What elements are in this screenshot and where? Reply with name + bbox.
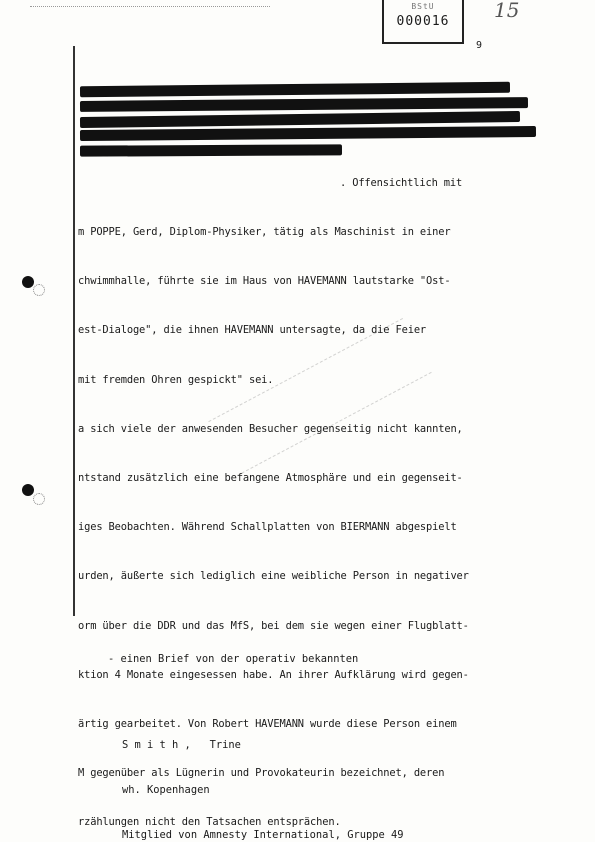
archive-stamp-number: 000016	[396, 14, 450, 29]
list-item-line: - einen Brief von der operativ bekannten	[108, 653, 359, 665]
archive-stamp-label: BStU	[411, 2, 435, 11]
sender-list	[108, 622, 528, 842]
list-item-line: Mitglied von Amnesty International, Gruppe 49	[122, 829, 404, 841]
text-line: ärtig gearbeitet. Von Robert HAVEMANN wurde diese Person einem	[78, 718, 457, 731]
punch-hole-ghost	[33, 493, 45, 505]
text-line: chwimmhalle, führte sie im Haus von HAVEMANN lautstarke "Ost-	[78, 275, 451, 288]
redaction-bar	[80, 111, 520, 128]
text-line: iges Beobachten. Während Schallplatten von BIERMANN abgespielt	[78, 521, 457, 534]
punch-hole-ghost	[33, 284, 45, 296]
list-item-line: wh. Kopenhagen	[122, 784, 210, 796]
text-line	[78, 175, 538, 191]
text-line: orm über die DDR und das MfS, bei dem sie wegen einer Flugblatt-	[78, 619, 469, 632]
text-line: ntstand zusätzlich eine befangene Atmosphäre und ein gegenseit-	[78, 472, 463, 485]
handwritten-folio-number: 15	[494, 0, 520, 22]
left-margin-line	[73, 46, 75, 616]
text-line: mit fremden Ohren gespickt" sei.	[78, 373, 274, 386]
text-line-content: . Offensichtlich mit	[340, 176, 463, 189]
text-line: m POPPE, Gerd, Diplom-Physiker, tätig als Maschinist in einer	[78, 226, 451, 239]
text-line: M gegenüber als Lügnerin und Provokateurin bezeichnet, deren	[78, 767, 445, 780]
list-item-line: S m i t h , Trine	[122, 739, 241, 751]
text-line: est-Dialoge", die ihnen HAVEMANN untersagte, da die Feier	[78, 324, 427, 337]
page-number: 9	[476, 40, 483, 51]
text-line: ktion 4 Monate eingesessen habe. An ihrer Aufklärung wird gegen-	[78, 668, 469, 681]
redaction-bar	[80, 97, 528, 112]
text-line: rzählungen nicht den Tatsachen entsprächen.	[78, 816, 341, 829]
punch-hole	[22, 276, 34, 288]
text-line: urden, äußerte sich lediglich eine weibliche Person in negativer	[78, 570, 469, 583]
archive-stamp	[382, 0, 464, 44]
text-line: a sich viele der anwesenden Besucher gegenseitig nicht kannten,	[78, 422, 463, 435]
punch-hole	[22, 484, 34, 496]
header-dotted-line	[30, 6, 270, 7]
redaction-bar	[80, 126, 536, 141]
redaction-bar	[80, 82, 510, 98]
